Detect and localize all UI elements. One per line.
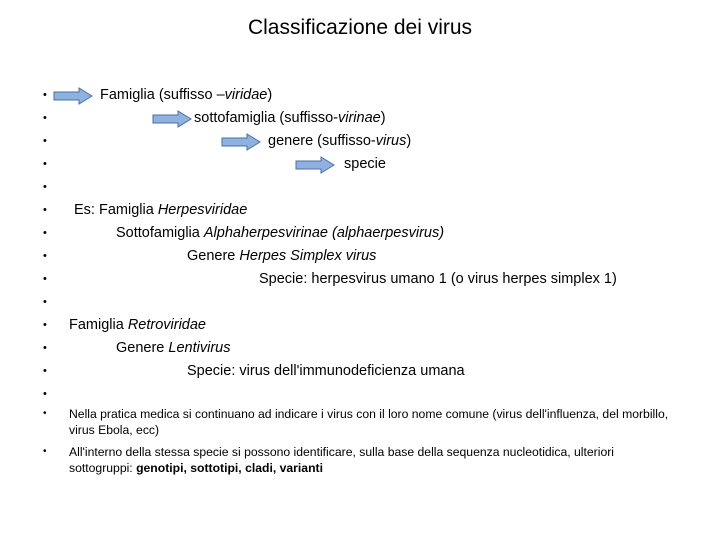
example2-specie-text: Specie: virus dell'immunodeficienza umana [187, 363, 465, 379]
empty-row [0, 291, 720, 314]
bullet: • [43, 158, 47, 170]
empty-row [0, 383, 720, 406]
bullet: • [43, 112, 47, 124]
example1-specie [0, 268, 720, 291]
sottofamiglia-text: sottofamiglia (suffisso-virinae) [194, 110, 386, 126]
note-subgroups-text: All'interno della stessa specie si possono identificare, sulla base della sequenza nucleotidica, ulteriori sottogruppi: genotipi, sottotipi, cladi, varianti [69, 445, 614, 475]
bullet: • [43, 204, 47, 216]
note-common-names-text: Nella pratica medica si continuano ad indicare i virus con il loro nome comune (virus dell'influenza, del morbillo, virus Ebola, ecc) [69, 407, 669, 437]
example2-genere [0, 337, 720, 360]
hierarchy-row-genere [0, 130, 720, 153]
subgroups-list: genotipi, sottotipi, cladi, varianti [136, 461, 323, 475]
example1-sottofamiglia-text: Sottofamiglia Alphaherpesvirinae (alphaerpesvirus) [116, 225, 445, 241]
bullet: • [43, 135, 47, 147]
example2-famiglia-text: Famiglia Retroviridae [69, 317, 206, 333]
specie-text: specie [344, 156, 386, 172]
example2-genere-text: Genere Lentivirus [116, 340, 231, 356]
bullet: • [43, 365, 47, 377]
right-arrow-icon [295, 156, 335, 174]
bullet: • [43, 250, 47, 262]
hierarchy-row-specie [0, 153, 720, 176]
example2-famiglia [0, 314, 720, 337]
example1-famiglia-text: Es: Famiglia Herpesviridae [74, 202, 248, 218]
bullet: • [43, 296, 47, 308]
bullet: • [43, 89, 47, 101]
right-arrow-icon [53, 87, 93, 105]
bullet: • [43, 319, 47, 331]
empty-row [0, 176, 720, 199]
example2-specie [0, 360, 720, 383]
example1-sottofamiglia [0, 222, 720, 245]
example1-genere-text: Genere Herpes Simplex virus [187, 248, 377, 264]
right-arrow-icon [221, 133, 261, 151]
example1-specie-text: Specie: herpesvirus umano 1 (o virus herpes simplex 1) [259, 271, 617, 287]
hierarchy-row-famiglia [0, 84, 720, 107]
example1-famiglia [0, 199, 720, 222]
bullet: • [43, 227, 47, 239]
example1-genere [0, 245, 720, 268]
slide-title: Classificazione dei virus [247, 16, 473, 39]
bullet: • [43, 181, 47, 193]
hierarchy-row-sottofamiglia [0, 107, 720, 130]
right-arrow-icon [152, 110, 192, 128]
bullet: • [43, 342, 47, 354]
bullet: • [43, 408, 47, 419]
famiglia-text: Famiglia (suffisso –viridae) [100, 87, 273, 103]
genere-text: genere (suffisso-virus) [268, 133, 412, 149]
bullet: • [43, 388, 47, 400]
bullet: • [43, 446, 47, 457]
bullet: • [43, 273, 47, 285]
